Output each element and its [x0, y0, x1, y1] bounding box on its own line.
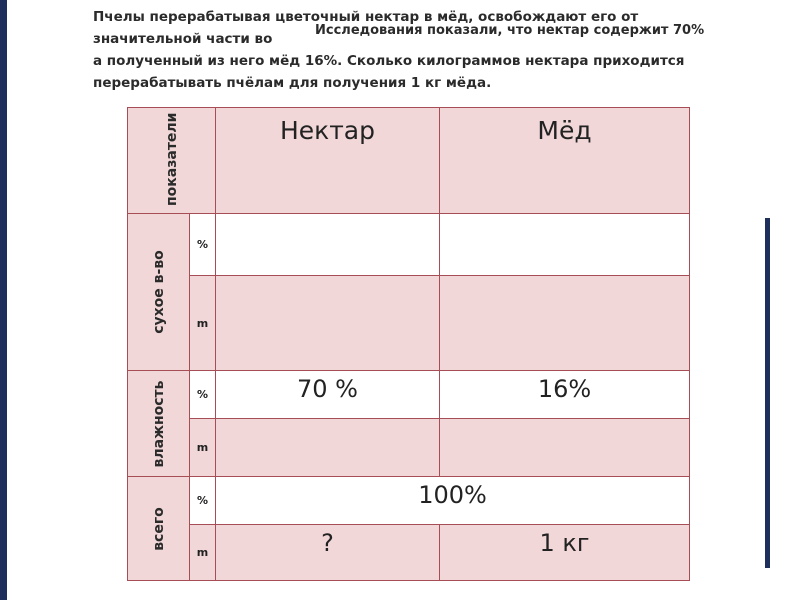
- problem-line-4: перерабатывать пчёлам для получения 1 кг мёда.: [93, 75, 492, 91]
- overlay-heading: [315, 20, 704, 42]
- problem-line-3-text: а полученный из него мёд 16%. Сколько килограммов нектара приходится: [93, 53, 685, 69]
- row-label-dry-matter: сухое в-во: [150, 250, 167, 334]
- data-table: [127, 107, 690, 581]
- corner-header-label: показатели: [163, 112, 180, 206]
- right-accent-bar: [765, 218, 770, 568]
- unit-cell: m: [190, 419, 216, 477]
- total-percent-merged: 100%: [216, 477, 690, 525]
- corner-header-cell: [128, 108, 216, 214]
- column-header-honey: Мёд: [440, 108, 690, 214]
- moisture-percent-honey: 16%: [440, 371, 690, 419]
- row-label-total-cell: [128, 477, 190, 581]
- moisture-mass-honey: [440, 419, 690, 477]
- column-header-nectar: Нектар: [216, 108, 440, 214]
- row-label-moisture: влажность: [150, 379, 167, 468]
- problem-line-1: Пчелы перерабатывая цветочный нектар в мёд, освобождают его от: [93, 9, 639, 25]
- unit-cell: %: [190, 214, 216, 276]
- moisture-percent-nectar: 70 %: [216, 371, 440, 419]
- problem-statement: [93, 6, 793, 94]
- dry-mass-nectar: [216, 276, 440, 371]
- dry-mass-honey: [440, 276, 690, 371]
- moisture-mass-nectar: [216, 419, 440, 477]
- dry-percent-honey: [440, 214, 690, 276]
- problem-line-2-text: значительной части во: [93, 31, 273, 47]
- unit-cell: %: [190, 371, 216, 419]
- total-mass-nectar: ?: [216, 525, 440, 581]
- problem-line-2: [93, 23, 793, 50]
- row-label-dry-matter-cell: [128, 214, 190, 371]
- row-label-moisture-cell: [128, 371, 190, 477]
- dry-percent-nectar: [216, 214, 440, 276]
- left-accent-bar: [0, 0, 7, 600]
- unit-cell: %: [190, 477, 216, 525]
- problem-line-3: [93, 50, 793, 72]
- overlay-heading-text: Исследования показали, что нектар содержит 70%: [315, 23, 705, 38]
- row-label-total: всего: [150, 506, 167, 551]
- unit-cell: m: [190, 276, 216, 371]
- unit-cell: m: [190, 525, 216, 581]
- total-mass-honey: 1 кг: [440, 525, 690, 581]
